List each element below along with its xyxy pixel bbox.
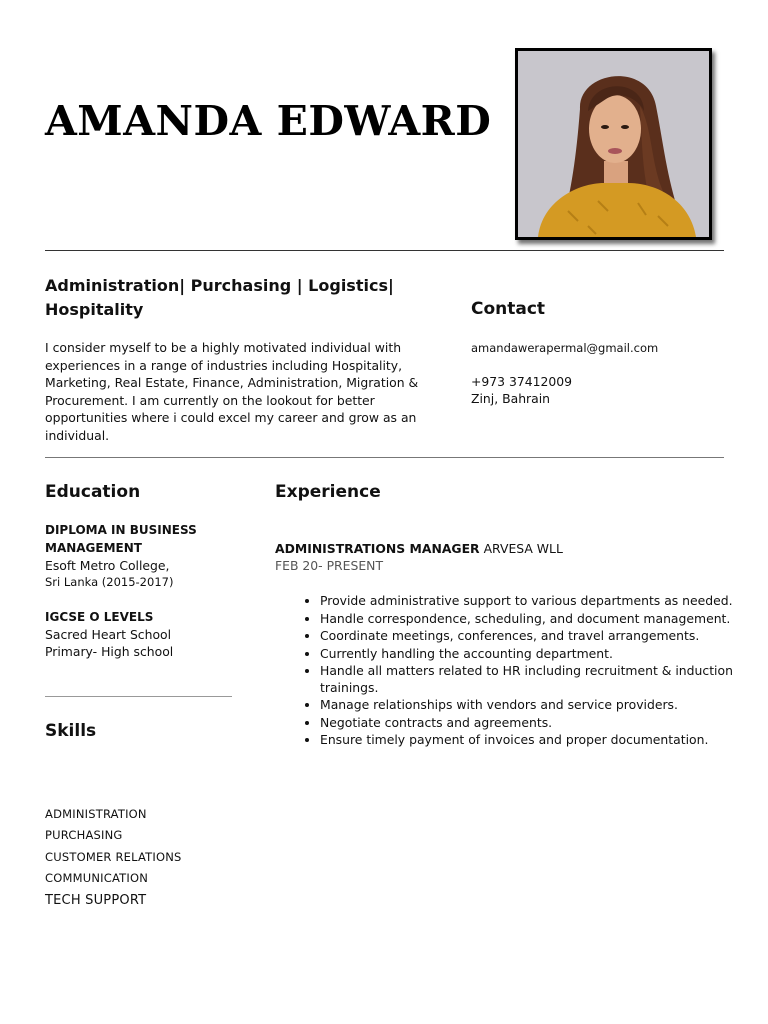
education-entry [45,608,245,660]
job-duty-item: • Provide administrative support to various departments as needed. [320,593,750,610]
job-dates: FEB 20- PRESENT [275,558,384,573]
job-duty-item: • Negotiate contracts and agreements. [320,715,750,732]
profile-photo [515,48,712,240]
header-divider [45,250,724,251]
education-school: Sacred Heart School [45,627,172,642]
skill-item: TECH SUPPORT [45,892,147,908]
job-company: ARVESA WLL [483,541,563,556]
job-title-line [275,541,563,556]
education-detail: Sri Lanka (2015-2017) [45,575,174,589]
education-divider [45,696,232,697]
profile-summary: I consider myself to be a highly motivated individual with experiences in a range of industries including Hospitality, Marketing, Real Estate, Finance, Administration, Migration & Procurement. I am currently on the lookout for better opportunities where i could excel my career and grow as an individual. [45,340,419,443]
skill-item: PURCHASING [45,828,123,843]
education-degree: IGCSE O LEVELS [45,610,154,624]
job-duty-item: • Currently handling the accounting department. [320,646,750,663]
job-duty-item: • Coordinate meetings, conferences, and travel arrangements. [320,628,750,645]
section-divider [45,457,724,458]
contact-location: Zinj, Bahrain [471,391,551,406]
education-detail: Primary- High school [45,644,174,659]
job-duty-item: • Handle correspondence, scheduling, and document management. [320,611,750,628]
contact-email[interactable]: amandawerapermal@gmail.com [471,341,659,355]
education-entry [45,521,245,591]
resume-name: AMANDA EDWARD [45,97,492,145]
profile-photo-illustration [518,51,709,237]
skill-item: CUSTOMER RELATIONS [45,849,182,864]
job-role: ADMINISTRATIONS MANAGER [275,541,480,556]
skills-heading: Skills [45,721,97,741]
education-school: Esoft Metro College, [45,558,170,573]
contact-phone[interactable]: +973 37412009 [471,374,573,389]
experience-heading: Experience [275,482,381,502]
education-degree: DIPLOMA IN BUSINESS MANAGEMENT [45,523,197,555]
education-heading: Education [45,482,141,502]
professional-headline: Administration| Purchasing | Logistics| Hospitality [45,276,394,319]
skill-item: ADMINISTRATION [45,807,147,821]
job-duty-item: • Manage relationships with vendors and service providers. [320,697,750,714]
skill-item: COMMUNICATION [45,871,149,886]
job-duty-item: • Handle all matters related to HR including recruitment & induction trainings. [320,663,750,696]
job-duties-list [298,593,750,750]
skills-list [45,804,182,911]
contact-heading: Contact [471,299,546,319]
job-duty-item: • Ensure timely payment of invoices and proper documentation. [320,732,750,749]
